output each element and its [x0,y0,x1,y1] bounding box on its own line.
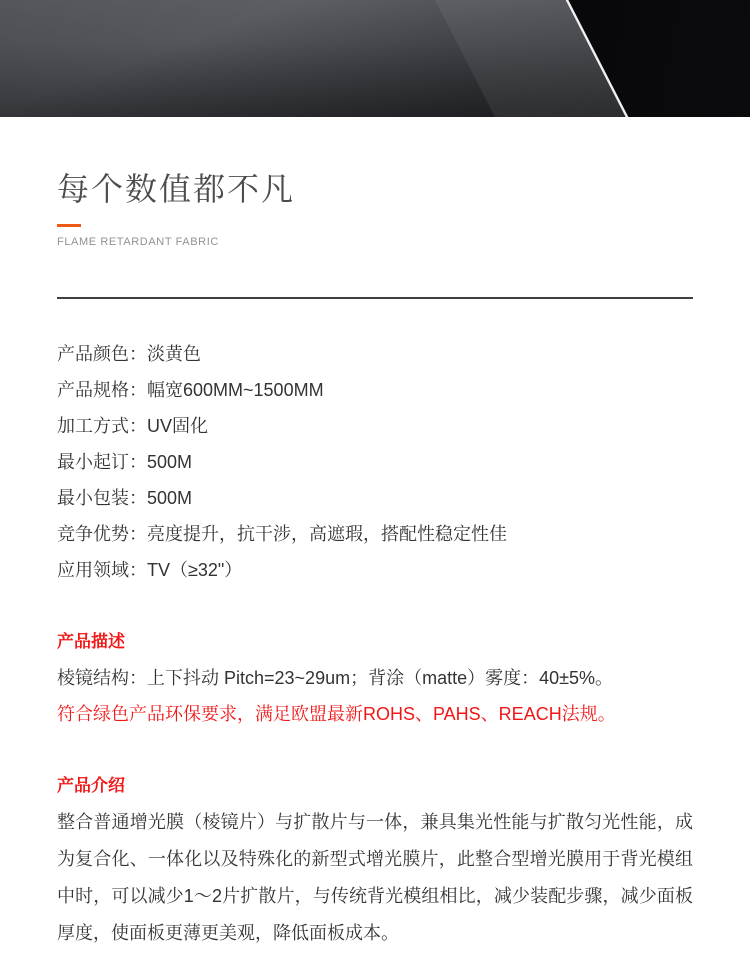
product-intro-section [57,768,693,952]
prism-structure-line: 棱镜结构：上下抖动 Pitch=23~29um；背涂（matte）雾度：40±5%。 [57,668,614,688]
spec-row-min-package [57,480,693,516]
spec-label: 竞争优势： [57,524,147,544]
spec-label: 产品规格： [57,380,147,400]
spec-value: TV（≥32"） [147,560,243,580]
content-area [0,169,750,952]
spec-value: UV固化 [147,416,209,436]
spec-row-color [57,336,693,372]
spec-value: 淡黄色 [147,344,201,364]
spec-row-application [57,552,693,588]
product-description-section [57,624,693,732]
spec-label: 应用领域： [57,560,147,580]
product-photo [0,0,750,117]
spec-row-process [57,408,693,444]
spec-value: 500M [147,452,193,472]
product-description-heading: 产品描述 [57,632,125,651]
spec-value: 幅宽600MM~1500MM [147,380,324,400]
spec-list [57,336,693,588]
spec-label: 加工方式： [57,416,147,436]
spec-row-size [57,372,693,408]
spec-value: 亮度提升，抗干涉，高遮瑕，搭配性稳定性佳 [147,524,507,544]
accent-dash [57,224,81,227]
spec-row-min-order [57,444,693,480]
page-subtitle: FLAME RETARDANT FABRIC [57,236,219,248]
spec-label: 最小起订： [57,452,147,472]
spec-value: 500M [147,488,193,508]
page-title: 每个数值都不凡 [57,171,296,207]
product-intro-heading: 产品介绍 [57,776,125,795]
spec-label: 产品颜色： [57,344,147,364]
compliance-line: 符合绿色产品环保要求，满足欧盟最新ROHS、PAHS、REACH法规。 [57,704,616,724]
section-divider [57,297,693,299]
product-intro-paragraph: 整合普通增光膜（棱镜片）与扩散片与一体，兼具集光性能与扩散匀光性能，成为复合化、一体化以及特殊化的新型式增光膜片，此整合型增光膜用于背光模组中时，可以减少1～2片扩散片，与传统背光模组相比，减少装配步骤，减少面板厚度，使面板更薄更美观，降低面板成本。 [57,812,693,943]
spec-row-advantage [57,516,693,552]
spec-label: 最小包装： [57,488,147,508]
